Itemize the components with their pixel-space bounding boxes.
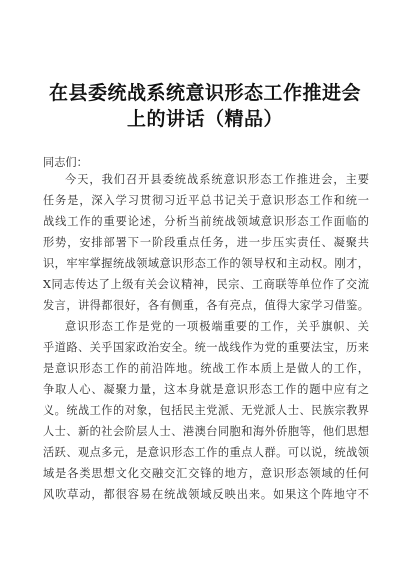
paragraph-line: X同志传达了上级有关会议精神，民宗、工商联等单位作了交流 xyxy=(43,278,369,291)
paragraph-line: 识，牢牢掌握统战领域意识形态工作的领导权和主动权。刚才， xyxy=(43,257,369,270)
paragraph-line: 今天，我们召开县委统战系统意识形态工作推进会，主要 xyxy=(65,173,369,186)
paragraph-line: 是意识形态工作的前沿阵地。统战工作本质上是做人的工作， xyxy=(43,362,369,375)
document-title-line-1: 在县委统战系统意识形态工作推进会 xyxy=(48,82,361,104)
paragraph-line: 风吹草动，都很容易在统战领域反映出来。如果这个阵地守不 xyxy=(43,488,369,501)
paragraph-line: 义。统战工作的对象，包括民主党派、无党派人士、民族宗教界 xyxy=(43,404,369,417)
paragraph-line: 战线工作的重要论述，分析当前统战领域意识形态工作面临的 xyxy=(43,215,369,228)
paragraph-line: 发言，讲得都很好，各有侧重，各有亮点，值得大家学习借鉴。 xyxy=(43,299,369,312)
paragraph-line: 域是各类思想文化交融交汇交锋的地方，意识形态领域的任何 xyxy=(43,467,369,480)
paragraph-line: 人士、新的社会阶层人士、港澳台同胞和海外侨胞等，他们思想 xyxy=(43,425,369,438)
paragraph-line: 意识形态工作是党的一项极端重要的工作，关乎旗帜、关 xyxy=(65,320,369,333)
document-title-line-2: 上的讲话（精品） xyxy=(126,108,283,130)
paragraph-line: 争取人心、凝聚力量，这本身就是意识形态工作的题中应有之 xyxy=(43,383,369,396)
paragraph-line: 活跃、观点多元，是意识形态工作的重点人群。可以说，统战领 xyxy=(43,446,369,459)
paragraph-line: 形势，安排部署下一阶段重点任务，进一步压实责任、凝聚共 xyxy=(43,236,369,249)
salutation: 同志们： xyxy=(43,156,88,169)
paragraph-line: 任务是，深入学习贯彻习近平总书记关于意识形态工作和统一 xyxy=(43,194,369,207)
paragraph-line: 乎道路、关乎国家政治安全。统一战线作为党的重要法宝，历来 xyxy=(43,341,369,354)
